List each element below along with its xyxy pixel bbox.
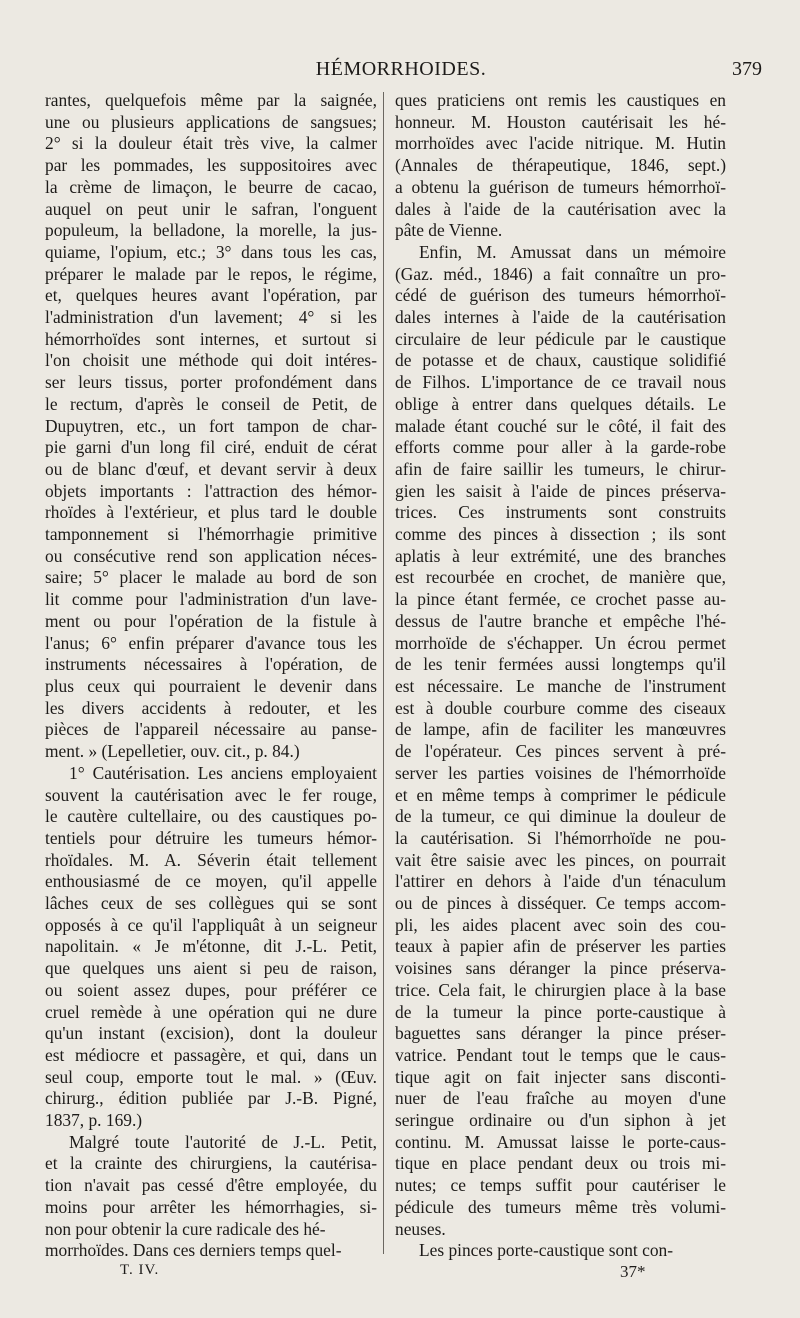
- text-line: hémorrhoïdes sont internes, et surtout si: [45, 328, 377, 349]
- text-line: ou de pinces à disséquer. Ce temps accom-: [395, 893, 726, 914]
- text-line: vait être saisie avec les pinces, on pourrait: [395, 849, 726, 870]
- text-line: pâte de Vienne.: [395, 220, 503, 241]
- text-line: que quelques uns aient si peu de raison,: [45, 958, 377, 979]
- text-line: la crème de limaçon, le beurre de cacao,: [45, 176, 377, 197]
- text-line: préparer le malade par le repos, le régime,: [45, 263, 377, 284]
- text-line: morrhoïdes avec l'acide nitrique. M. Hutin: [395, 133, 726, 154]
- text-line: tique en place pendant deux ou trois mi-: [395, 1153, 726, 1174]
- text-line: et, quelques heures avant l'opération, par: [45, 285, 377, 306]
- text-line: Les pinces porte-caustique sont con-: [419, 1240, 674, 1261]
- text-line: de potasse et de chaux, caustique solidifié: [395, 350, 726, 371]
- text-line: Dupuytren, etc., un fort tampon de char-: [45, 415, 377, 436]
- text-line: lit comme pour l'administration d'un lave-: [45, 589, 377, 610]
- text-line: qu'un instant (excision), dont la douleur: [45, 1023, 377, 1044]
- text-line: comme des pinces à dissection ; ils sont: [395, 524, 726, 545]
- text-line: lâches ceux de ses collègues qui se sont: [45, 893, 377, 914]
- text-line: de l'opérateur. Ces pinces servent à pré-: [395, 741, 726, 762]
- text-line: populeum, la belladone, la morelle, la jus-: [45, 220, 377, 241]
- right-text-column: [395, 90, 726, 1262]
- text-line: nutes; ce temps suffit pour cautériser le: [395, 1175, 726, 1196]
- text-line: rhoïdes à l'extérieur, et plus tard le double: [45, 502, 377, 523]
- text-line: ou consécutive rend son application néces-: [45, 545, 377, 566]
- text-line: rhoïdales. M. A. Séverin était tellement: [45, 849, 377, 870]
- text-line: est médiocre et passagère, et qui, dans un: [45, 1044, 377, 1065]
- text-line: gien les saisit à l'aide de pinces préserva-: [395, 480, 726, 501]
- text-line: continu. M. Amussat laisse le porte-caus-: [395, 1131, 726, 1152]
- text-line: cédé de guérison des tumeurs hémorrhoï-: [395, 285, 726, 306]
- text-line: baguettes sans déranger la pince préser-: [395, 1023, 726, 1044]
- running-header: [40, 58, 762, 86]
- text-line: seringue ordinaire ou d'un siphon à jet: [395, 1110, 726, 1131]
- text-line: rantes, quelquefois même par la saignée,: [45, 90, 377, 110]
- text-line: seul coup, emporte tout le mal. » (Œuv.: [45, 1066, 377, 1087]
- text-line: cruel remède à une opération qui ne dure: [45, 1001, 377, 1022]
- text-line: morrhoïdes. Dans ces derniers temps quel-: [45, 1240, 342, 1261]
- text-line: server les parties voisines de l'hémorrhoïde: [395, 762, 726, 783]
- text-line: Enfin, M. Amussat dans un mémoire: [419, 241, 726, 262]
- text-line: afin de faire saillir les tumeurs, le chirur-: [395, 458, 726, 479]
- text-line: ou soient assez dupes, pour préférer ce: [45, 979, 377, 1000]
- text-line: le cautère cultellaire, ou des caustiques po-: [45, 806, 377, 827]
- page-footer: [40, 1262, 762, 1288]
- text-line: opposés à ce qu'il l'appliquât à un seigneur: [45, 914, 377, 935]
- text-line: moins pour arrêter les hémorrhagies, si-: [45, 1196, 377, 1217]
- text-line: la cautérisation. Si l'hémorrhoïde ne pou-: [395, 827, 726, 848]
- text-line: 2° si la douleur était très vive, la calmer: [45, 133, 377, 154]
- text-line: tamponnement si l'hémorrhagie primitive: [45, 524, 377, 545]
- text-line: et en même temps à comprimer le pédicule: [395, 784, 726, 805]
- text-line: trices. Ces instruments sont construits: [395, 502, 726, 523]
- page-title: HÉMORRHOIDES.: [315, 58, 487, 80]
- text-line: voisines sans déranger la pince préserva-: [395, 958, 726, 979]
- text-line: de la tumeur, ce qui diminue la douleur de: [395, 806, 726, 827]
- text-line: par les pommades, les suppositoires avec: [45, 155, 377, 176]
- signature-mark: 37*: [620, 1262, 646, 1281]
- text-line: auquel on peut unir le safran, l'onguent: [45, 198, 377, 219]
- text-line: 1837, p. 169.): [45, 1110, 143, 1131]
- text-line: de lampe, afin de faciliter les manœuvres: [395, 719, 726, 740]
- text-line: circulaire de leur pédicule par le caustique: [395, 328, 726, 349]
- text-line: instruments nécessaires à l'opération, de: [45, 654, 377, 675]
- text-line: la pince étant fermée, ce crochet passe au-: [395, 589, 726, 610]
- text-line: vatrice. Pendant tout le temps que le caus-: [395, 1044, 726, 1065]
- text-line: aplatis à leur extrémité, une des branches: [395, 545, 726, 566]
- text-line: et la crainte des chirurgiens, la cautérisa-: [45, 1153, 377, 1174]
- text-line: (Annales de thérapeutique, 1846, sept.): [395, 155, 726, 176]
- text-line: quiame, l'opium, etc.; 3° dans tous les cas,: [45, 241, 377, 262]
- text-line: (Gaz. méd., 1846) a fait connaître un pro-: [395, 263, 726, 284]
- text-line: Malgré toute l'autorité de J.-L. Petit,: [69, 1131, 377, 1152]
- text-line: efforts comme pour aller à la garde-robe: [395, 437, 726, 458]
- text-line: teaux à papier afin de préserver les parties: [395, 936, 726, 957]
- text-line: oblige à entrer dans quelques détails. Le: [395, 393, 726, 414]
- text-line: objets importants : l'attraction des hémor-: [45, 480, 377, 501]
- text-line: souvent la cautérisation avec le fer rouge,: [45, 784, 377, 805]
- left-text-column: [45, 90, 377, 1262]
- text-line: nuer de l'eau fraîche au moyen d'une: [395, 1088, 726, 1109]
- text-line: pie garni d'un long fil ciré, enduit de cérat: [45, 437, 377, 458]
- text-line: pédicule des tumeurs même très volumi-: [395, 1196, 726, 1217]
- text-line: chirurg., édition publiée par J.-B. Pigné,: [45, 1088, 377, 1109]
- text-line: le rectum, d'après le conseil de Petit, de: [45, 393, 377, 414]
- text-line: honneur. M. Houston cautérisait les hé-: [395, 111, 726, 132]
- text-line: tion n'avait pas cessé d'être employée, du: [45, 1175, 377, 1196]
- text-line: neuses.: [395, 1218, 446, 1239]
- text-line: est nécessaire. Le manche de l'instrument: [395, 675, 726, 696]
- text-line: ment. » (Lepelletier, ouv. cit., p. 84.): [45, 741, 300, 762]
- text-line: a obtenu la guérison de tumeurs hémorrhoï-: [395, 176, 726, 197]
- text-line: saire; 5° placer le malade au bord de son: [45, 567, 377, 588]
- text-line: les divers accidents à redouter, et les: [45, 697, 377, 718]
- text-line: l'on choisit une méthode qui doit intéres-: [45, 350, 377, 371]
- text-line: plus ceux qui pourraient le devenir dans: [45, 675, 377, 696]
- text-line: napolitain. « Je m'étonne, dit J.-L. Petit,: [45, 936, 377, 957]
- text-line: de Filhos. L'importance de ce travail nous: [395, 372, 726, 393]
- text-line: ment ou pour l'opération de la fistule à: [45, 610, 377, 631]
- text-line: ser leurs tissus, porter profondément dans: [45, 372, 377, 393]
- column-divider: [383, 92, 384, 1254]
- text-line: ques praticiens ont remis les caustiques en: [395, 90, 726, 110]
- text-line: non pour obtenir la cure radicale des hé-: [45, 1218, 326, 1239]
- text-line: pièces de l'appareil nécessaire au panse-: [45, 719, 377, 740]
- page-number: 379: [732, 58, 762, 80]
- text-line: l'attirer en dehors à l'aide d'un ténaculum: [395, 871, 726, 892]
- text-line: l'anus; 6° enfin préparer d'avance tous les: [45, 632, 377, 653]
- text-line: trice. Cela fait, le chirurgien place à la base: [395, 979, 726, 1000]
- text-line: enthousiasmé de ce moyen, qu'il appelle: [45, 871, 377, 892]
- text-line: dessus de l'autre branche et empêche l'hé-: [395, 610, 726, 631]
- text-line: morrhoïde de s'échapper. Un écrou permet: [395, 632, 726, 653]
- text-line: 1° Cautérisation. Les anciens employaient: [69, 762, 377, 783]
- text-line: tentiels pour détruire les tumeurs hémor-: [45, 827, 377, 848]
- text-line: dales internes à l'aide de la cautérisation: [395, 307, 726, 328]
- text-line: l'administration d'un lavement; 4° si les: [45, 307, 377, 328]
- text-line: ou de blanc d'œuf, et devant servir à deux: [45, 458, 377, 479]
- text-line: est recourbée en crochet, de manière que,: [395, 567, 726, 588]
- text-line: malade étant couché sur le côté, il fait des: [395, 415, 726, 436]
- text-line: une ou plusieurs applications de sangsues;: [45, 111, 377, 132]
- text-line: de la tumeur la pince porte-caustique à: [395, 1001, 726, 1022]
- text-line: est à double courbure comme des ciseaux: [395, 697, 726, 718]
- text-line: de les tenir fermées aussi longtemps qu'il: [395, 654, 726, 675]
- text-line: tique agit on fait injecter sans disconti-: [395, 1066, 726, 1087]
- text-line: dales à l'aide de la cautérisation avec la: [395, 198, 726, 219]
- volume-marker: T. IV.: [120, 1262, 160, 1278]
- text-line: pli, les aides placent avec soin des cou-: [395, 914, 726, 935]
